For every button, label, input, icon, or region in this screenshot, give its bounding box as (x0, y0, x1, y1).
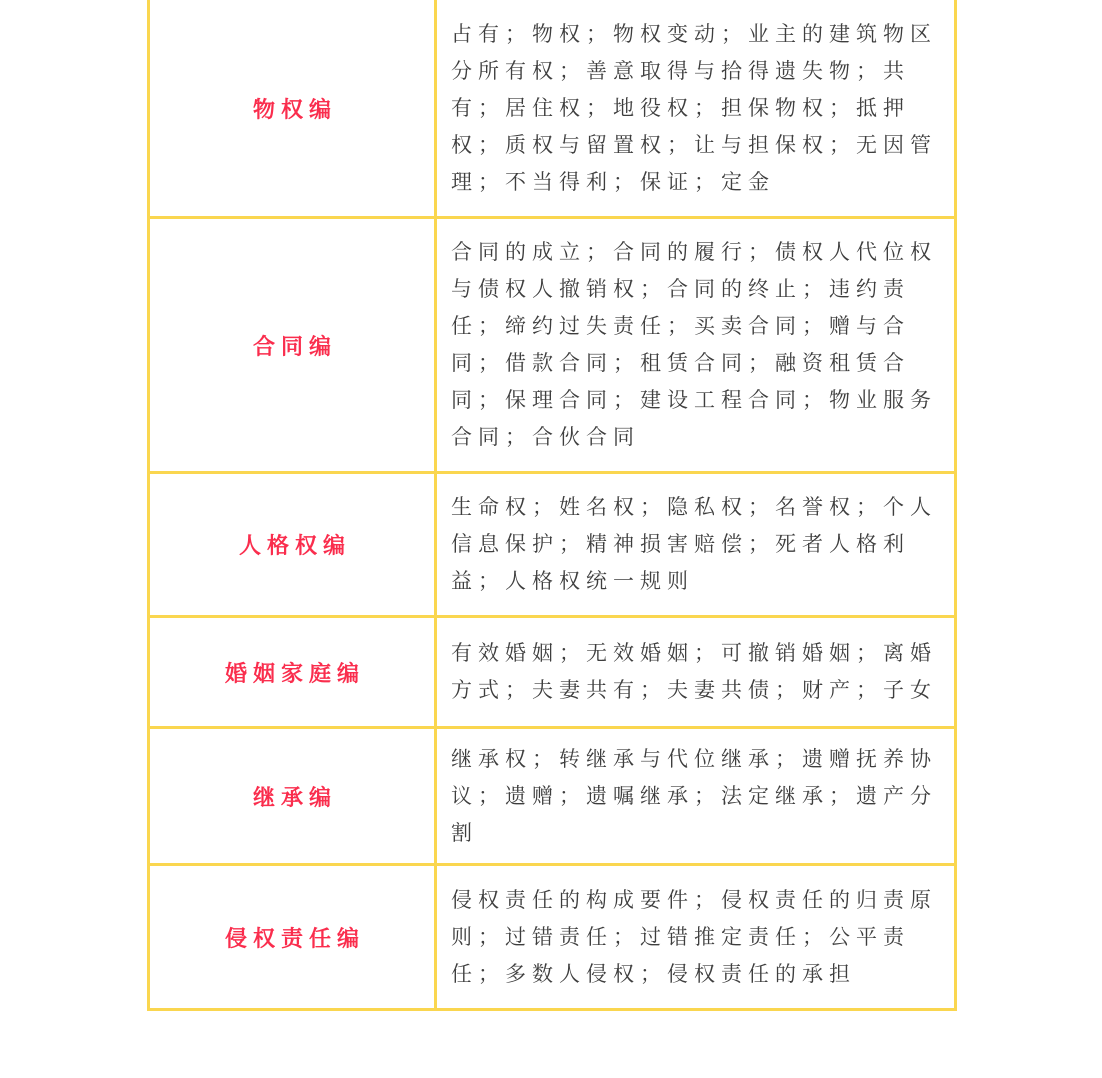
table-row-contract (150, 216, 954, 471)
civil-code-sections-table (147, 0, 957, 1011)
section-topics-text: 合同的成立；合同的履行；债权人代位权与债权人撤销权；合同的终止；违约责任；缔约过失责任；买卖合同；赠与合同；借款合同；租赁合同；融资租赁合同；保理合同；建设工程合同；物业服务合同；合伙合同 (451, 241, 937, 449)
section-label-property: 物权编 (150, 0, 437, 216)
section-topics-text: 继承权；转继承与代位继承；遗赠抚养协议；遗赠；遗嘱继承；法定继承；遗产分割 (451, 747, 937, 845)
table-row-personality-rights (150, 471, 954, 615)
section-topics-contract (437, 219, 954, 471)
section-label-tort-liability: 侵权责任编 (150, 866, 437, 1008)
section-topics-property (437, 0, 954, 216)
table-row-marriage-family (150, 615, 954, 726)
section-topics-personality-rights (437, 474, 954, 615)
section-topics-text: 生命权；姓名权；隐私权；名誉权；个人信息保护；精神损害赔偿；死者人格利益；人格权统一规则 (451, 496, 937, 593)
section-label-marriage-family: 婚姻家庭编 (150, 618, 437, 726)
section-label-inheritance: 继承编 (150, 729, 437, 863)
section-label-personality-rights: 人格权编 (150, 474, 437, 615)
table-row-property (150, 0, 954, 216)
table-row-tort-liability (150, 863, 954, 1008)
section-topics-tort-liability (437, 866, 954, 1008)
section-label-contract: 合同编 (150, 219, 437, 471)
section-topics-inheritance (437, 729, 954, 863)
table-row-inheritance (150, 726, 954, 863)
section-topics-marriage-family (437, 618, 954, 726)
section-topics-text: 有效婚姻；无效婚姻；可撤销婚姻；离婚方式；夫妻共有；夫妻共债；财产；子女 (451, 642, 937, 702)
section-topics-text: 侵权责任的构成要件；侵权责任的归责原则；过错责任；过错推定责任；公平责任；多数人侵权；侵权责任的承担 (451, 888, 937, 986)
section-topics-text: 占有；物权；物权变动；业主的建筑物区分所有权；善意取得与拾得遗失物；共有；居住权；地役权；担保物权；抵押权；质权与留置权；让与担保权；无因管理；不当得利；保证；定金 (451, 22, 937, 194)
